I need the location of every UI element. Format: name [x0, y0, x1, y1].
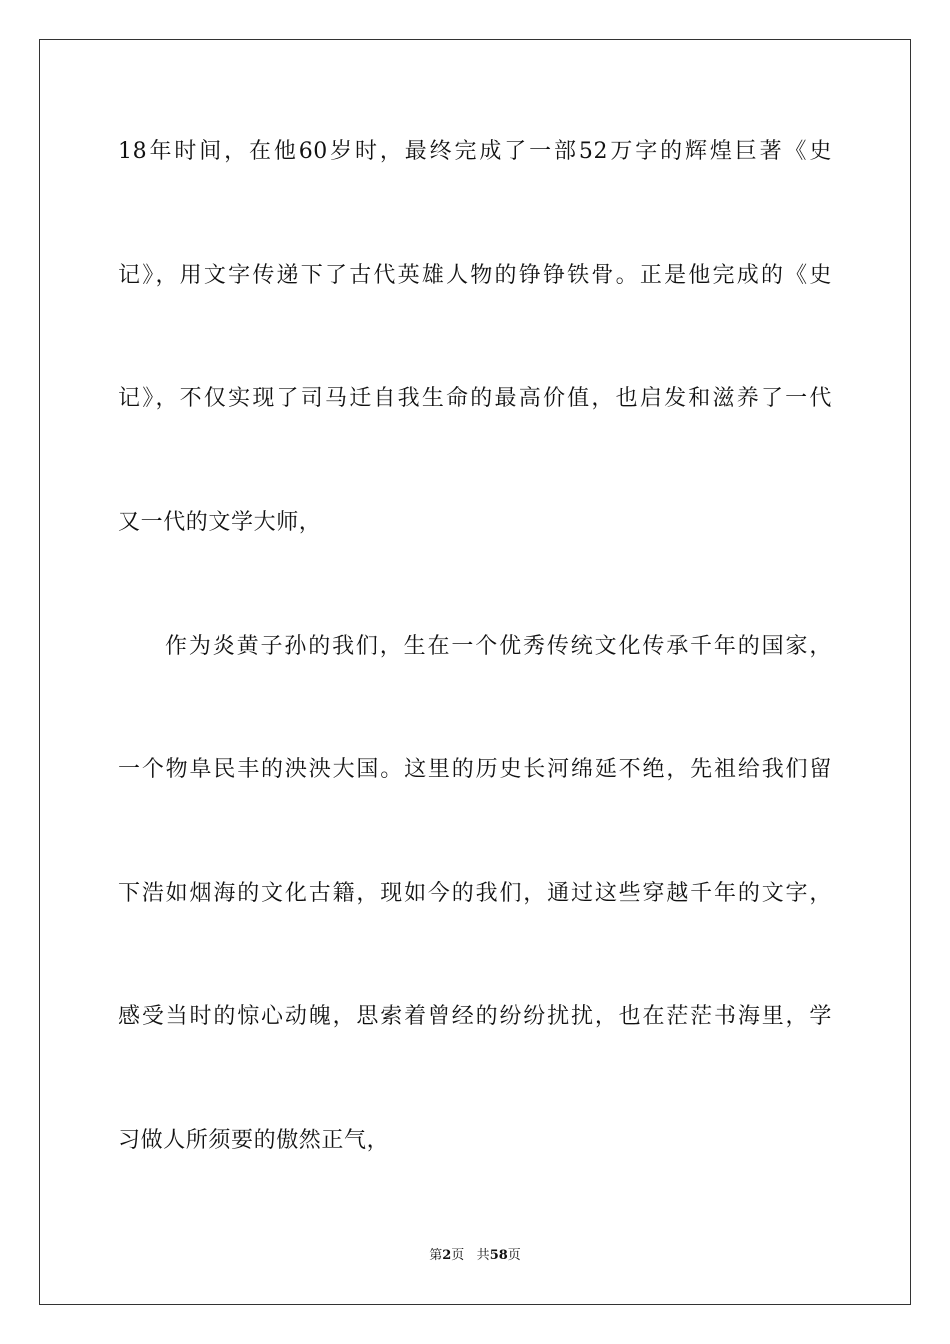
footer-page-prefix: 第	[429, 1248, 443, 1263]
body-line-8: 感受当时的惊心动魄，思索着曾经的纷纷扰扰，也在茫茫书海里，学	[118, 1004, 832, 1029]
page-footer	[0, 1244, 950, 1263]
footer-page-suffix: 页	[451, 1248, 465, 1263]
body-line-4: 又一代的文学大师，	[118, 510, 322, 535]
footer-total-prefix: 共	[476, 1248, 490, 1263]
body-line-9: 习做人所须要的傲然正气，	[118, 1128, 390, 1153]
footer-total-pages: 58	[489, 1248, 508, 1263]
body-line-6: 一个物阜民丰的泱泱大国。这里的历史长河绵延不绝，先祖给我们留	[118, 757, 832, 782]
footer-total-suffix: 页	[507, 1248, 521, 1263]
body-line-5-paragraph-start: 作为炎黄子孙的我们，生在一个优秀传统文化传承千年的国家，	[165, 634, 832, 659]
body-line-2: 记》，用文字传递下了古代英雄人物的铮铮铁骨。正是他完成的《史	[118, 263, 832, 288]
body-line-7: 下浩如烟海的文化古籍，现如今的我们，通过这些穿越千年的文字，	[118, 881, 832, 906]
footer-page-number: 2	[442, 1248, 452, 1263]
body-line-3: 记》，不仅实现了司马迁自我生命的最高价值，也启发和滋养了一代	[118, 386, 832, 411]
body-line-1: 18年时间，在他60岁时，最终完成了一部52万字的辉煌巨著《史	[118, 139, 832, 164]
page-border	[39, 39, 911, 1305]
